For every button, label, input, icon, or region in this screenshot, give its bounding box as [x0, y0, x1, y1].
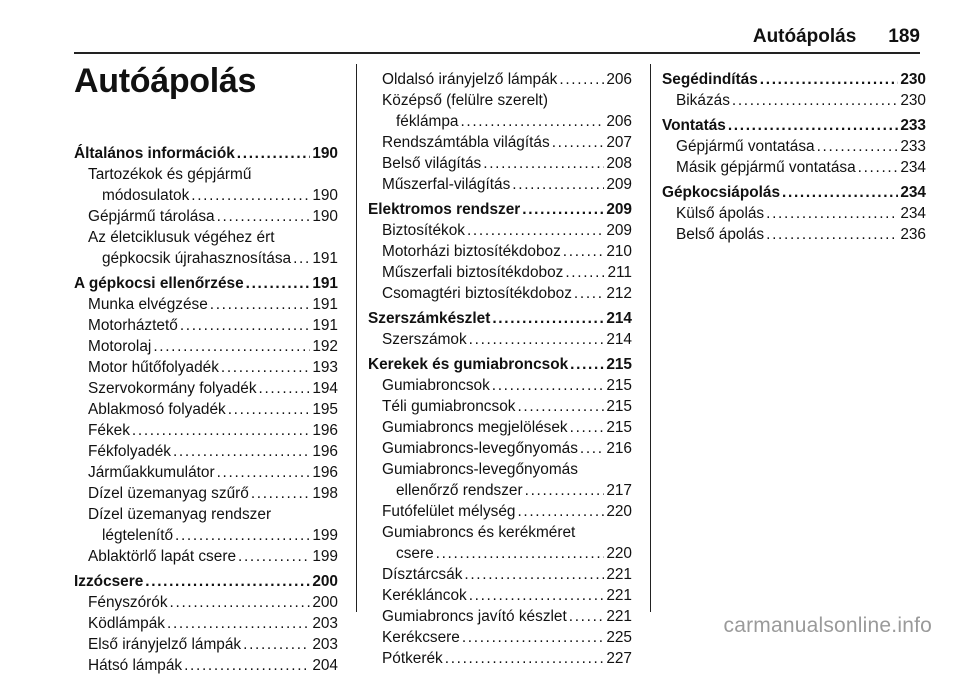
- dot-leader: [191, 185, 310, 206]
- toc-entry-page: 190: [312, 208, 338, 225]
- toc-entry-title: Ablaktörlő lapát csere: [88, 548, 236, 565]
- toc-entry-page: 190: [312, 145, 338, 162]
- toc-entry-title: Dísztárcsák: [382, 566, 463, 583]
- toc-entry-page: 221: [606, 608, 632, 625]
- toc-entry-title: Oldalsó irányjelző lámpák: [382, 71, 558, 88]
- dot-leader: [243, 634, 310, 655]
- toc-entry-page: 214: [606, 310, 632, 327]
- dot-leader: [217, 206, 311, 227]
- dot-leader: [492, 308, 604, 329]
- toc-entry[interactable]: [368, 241, 632, 262]
- toc-column-3: [662, 69, 926, 245]
- dot-leader: [569, 606, 605, 627]
- toc-entry-page: 190: [312, 187, 338, 204]
- toc-entry[interactable]: [368, 174, 632, 195]
- toc-entry[interactable]: [368, 480, 632, 501]
- toc-entry-title: Ablakmosó folyadék: [88, 401, 226, 418]
- toc-entry-page: 233: [900, 117, 926, 134]
- dot-leader: [580, 438, 604, 459]
- toc-entry[interactable]: [74, 483, 338, 504]
- toc-entry-page: 210: [606, 243, 632, 260]
- toc-entry[interactable]: [74, 634, 338, 655]
- toc-entry-lead: Dízel üzemanyag rendszer: [88, 506, 272, 523]
- toc-entry-title: Motorháztető: [88, 317, 178, 334]
- toc-entry-title: Vontatás: [662, 117, 726, 134]
- toc-entry-title: gépkocsik újrahasznosítása: [102, 250, 292, 267]
- toc-entry-title: Másik gépjármű vontatása: [676, 159, 856, 176]
- toc-entry-title: Motor hűtőfolyadék: [88, 359, 219, 376]
- toc-entry-title: Belső világítás: [382, 155, 482, 172]
- dot-leader: [469, 329, 605, 350]
- dot-leader: [512, 174, 604, 195]
- toc-entry[interactable]: [662, 90, 926, 111]
- dot-leader: [175, 525, 310, 546]
- toc-section-heading[interactable]: [368, 354, 632, 375]
- toc-entry-page: 203: [312, 636, 338, 653]
- toc-entry-page: 199: [312, 548, 338, 565]
- toc-entry-title: Csomagtéri biztosítékdoboz: [382, 285, 572, 302]
- dot-leader: [238, 546, 310, 567]
- toc-entry-title: Motorolaj: [88, 338, 152, 355]
- toc-entry-page: 196: [312, 443, 338, 460]
- toc-entry-title: Motorházi biztosítékdoboz: [382, 243, 561, 260]
- dot-leader: [237, 143, 311, 164]
- toc-entry[interactable]: [662, 203, 926, 224]
- toc-entry-page: 193: [312, 359, 338, 376]
- toc-entry-page: 215: [606, 356, 632, 373]
- toc-entry[interactable]: [662, 224, 926, 245]
- toc-entry[interactable]: [368, 283, 632, 304]
- dot-leader: [574, 283, 604, 304]
- toc-entry-lead: Gumiabroncs-levegőnyomás: [382, 461, 578, 478]
- running-header-section: Autóápolás: [752, 26, 857, 47]
- dot-leader: [210, 294, 311, 315]
- toc-entry[interactable]: [74, 248, 338, 269]
- toc-entry-title: Futófelület mélység: [382, 503, 516, 520]
- dot-leader: [467, 220, 604, 241]
- toc-section-heading[interactable]: [662, 69, 926, 90]
- toc-entry[interactable]: [368, 111, 632, 132]
- toc-entry-title: Gumiabroncs megjelölések: [382, 419, 568, 436]
- toc-entry-title: Pótkerék: [382, 650, 443, 667]
- toc-entry[interactable]: [74, 441, 338, 462]
- dot-leader: [221, 357, 310, 378]
- toc-entry-page: 215: [606, 377, 632, 394]
- toc-entry[interactable]: [368, 627, 632, 648]
- toc-entry[interactable]: [368, 648, 632, 669]
- toc-entry-page: 234: [900, 184, 926, 201]
- dot-leader: [563, 241, 605, 262]
- toc-section-heading[interactable]: [662, 115, 926, 136]
- dot-leader: [170, 592, 311, 613]
- toc-entry[interactable]: [74, 546, 338, 567]
- toc-column-1: [74, 143, 338, 676]
- toc-entry-page: 212: [606, 285, 632, 302]
- toc-entry-title: Elektromos rendszer: [368, 201, 521, 218]
- toc-entry-page: 206: [606, 71, 632, 88]
- toc-entry-page: 234: [900, 205, 926, 222]
- toc-entry-title: Fékek: [88, 422, 130, 439]
- dot-leader: [559, 69, 604, 90]
- dot-leader: [483, 153, 604, 174]
- toc-entry-page: 194: [312, 380, 338, 397]
- toc-entry-page: 199: [312, 527, 338, 544]
- toc-entry-title: Fékfolyadék: [88, 443, 171, 460]
- dot-leader: [552, 132, 605, 153]
- toc-entry[interactable]: [368, 375, 632, 396]
- toc-entry-page: 215: [606, 398, 632, 415]
- toc-entry-page: 209: [606, 201, 632, 218]
- toc-entry-page: 196: [312, 422, 338, 439]
- toc-entry-page: 203: [312, 615, 338, 632]
- dot-leader: [246, 273, 311, 294]
- toc-entry[interactable]: [368, 262, 632, 283]
- toc-entry[interactable]: [662, 136, 926, 157]
- watermark: carmanualsonline.info: [723, 614, 932, 637]
- toc-entry-page: 200: [312, 573, 338, 590]
- toc-entry-page: 195: [312, 401, 338, 418]
- toc-section-heading[interactable]: [74, 571, 338, 592]
- dot-leader: [228, 399, 311, 420]
- toc-entry-title: Segédindítás: [662, 71, 758, 88]
- toc-entry-title: Gumiabroncs javító készlet: [382, 608, 567, 625]
- toc-entry-title: Első irányjelző lámpák: [88, 636, 242, 653]
- dot-leader: [167, 613, 310, 634]
- toc-section-heading[interactable]: [368, 308, 632, 329]
- toc-entry[interactable]: [368, 220, 632, 241]
- dot-leader: [180, 315, 310, 336]
- toc-entry-lead: Középső (felülre szerelt): [382, 92, 548, 109]
- dot-leader: [462, 627, 604, 648]
- dot-leader: [517, 501, 604, 522]
- toc-entry-title: Általános információk: [74, 145, 235, 162]
- dot-leader: [259, 378, 311, 399]
- toc-entry-title: Munka elvégzése: [88, 296, 208, 313]
- toc-entry-title: csere: [396, 545, 434, 562]
- toc-entry-page: 230: [900, 92, 926, 109]
- dot-leader: [293, 248, 310, 269]
- toc-entry[interactable]: [368, 564, 632, 585]
- dot-leader: [492, 375, 605, 396]
- dot-leader: [522, 199, 604, 220]
- toc-entry-page: 204: [312, 657, 338, 674]
- toc-entry-page: 214: [606, 331, 632, 348]
- toc-entry-page: 236: [900, 226, 926, 243]
- toc-entry-title: Gépjármű tárolása: [88, 208, 215, 225]
- toc-entry-page: 220: [606, 503, 632, 520]
- toc-entry-page: 208: [606, 155, 632, 172]
- toc-entry[interactable]: [74, 185, 338, 206]
- toc-entry-lead: Tartozékok és gépjármű: [88, 166, 252, 183]
- toc-entry-title: Gépjármű vontatása: [676, 138, 815, 155]
- toc-entry[interactable]: [368, 417, 632, 438]
- toc-entry[interactable]: [74, 525, 338, 546]
- toc-entry-title: Biztosítékok: [382, 222, 465, 239]
- toc-entry[interactable]: [74, 462, 338, 483]
- toc-section-heading[interactable]: [74, 143, 338, 164]
- toc-entry-page: 191: [312, 275, 338, 292]
- dot-leader: [173, 441, 310, 462]
- toc-entry[interactable]: [368, 438, 632, 459]
- toc-entry[interactable]: [74, 357, 338, 378]
- header-rule: [74, 52, 920, 54]
- toc-entry-page: 225: [606, 629, 632, 646]
- dot-leader: [760, 69, 899, 90]
- toc-entry-title: Műszerfali biztosítékdoboz: [382, 264, 564, 281]
- toc-entry[interactable]: [74, 592, 338, 613]
- toc-entry[interactable]: [368, 606, 632, 627]
- dot-leader: [766, 203, 898, 224]
- column-divider-1: [356, 64, 357, 612]
- toc-entry[interactable]: [74, 655, 338, 676]
- toc-entry-title: Fényszórók: [88, 594, 168, 611]
- dot-leader: [570, 354, 604, 375]
- toc-entry[interactable]: [662, 157, 926, 178]
- toc-entry[interactable]: [368, 585, 632, 606]
- toc-entry-page: 192: [312, 338, 338, 355]
- toc-section-heading[interactable]: [74, 273, 338, 294]
- toc-entry[interactable]: [74, 206, 338, 227]
- dot-leader: [858, 157, 899, 178]
- toc-entry[interactable]: [368, 396, 632, 417]
- toc-entry-page: 221: [606, 566, 632, 583]
- toc-entry-title: Gépkocsiápolás: [662, 184, 781, 201]
- toc-entry-title: Gumiabroncsok: [382, 377, 490, 394]
- toc-section-heading[interactable]: [662, 182, 926, 203]
- dot-leader: [570, 417, 605, 438]
- toc-entry-page: 207: [606, 134, 632, 151]
- toc-entry[interactable]: [74, 378, 338, 399]
- dot-leader: [469, 585, 605, 606]
- toc-entry[interactable]: [74, 336, 338, 357]
- column-divider-2: [650, 64, 651, 612]
- toc-entry-page: 211: [607, 264, 632, 281]
- toc-entry-title: A gépkocsi ellenőrzése: [74, 275, 244, 292]
- dot-leader: [217, 462, 311, 483]
- toc-entry[interactable]: [368, 329, 632, 350]
- toc-entry-page: 191: [312, 250, 338, 267]
- toc-column-2: [368, 69, 632, 669]
- toc-entry-title: Téli gumiabroncsok: [382, 398, 516, 415]
- toc-entry-title: ellenőrző rendszer: [396, 482, 523, 499]
- dot-leader: [184, 655, 310, 676]
- toc-entry-page: 196: [312, 464, 338, 481]
- dot-leader: [251, 483, 310, 504]
- dot-leader: [517, 396, 604, 417]
- toc-entry-title: módosulatok: [102, 187, 190, 204]
- toc-entry-page: 216: [606, 440, 632, 457]
- toc-entry-page: 215: [606, 419, 632, 436]
- toc-entry-page: 221: [606, 587, 632, 604]
- toc-entry-page: 209: [606, 176, 632, 193]
- toc-entry-title: Kerékláncok: [382, 587, 467, 604]
- toc-entry-page: 206: [606, 113, 632, 130]
- toc-entry-title: Dízel üzemanyag szűrő: [88, 485, 249, 502]
- toc-entry-title: Izzócsere: [74, 573, 144, 590]
- toc-section-heading[interactable]: [368, 199, 632, 220]
- toc-entry-title: Ködlámpák: [88, 615, 165, 632]
- toc-entry-title: Gumiabroncs-levegőnyomás: [382, 440, 578, 457]
- toc-entry-title: Rendszámtábla világítás: [382, 134, 550, 151]
- toc-entry-page: 227: [606, 650, 632, 667]
- dot-leader: [445, 648, 605, 669]
- toc-entry-title: Járműakkumulátor: [88, 464, 215, 481]
- dot-leader: [153, 336, 310, 357]
- toc-entry-lead: Az életciklusuk végéhez ért: [88, 229, 275, 246]
- dot-leader: [460, 111, 604, 132]
- toc-entry[interactable]: [368, 543, 632, 564]
- toc-entry-page: 191: [312, 317, 338, 334]
- dot-leader: [525, 480, 605, 501]
- toc-entry-title: Kerékcsere: [382, 629, 460, 646]
- toc-entry-page: 191: [312, 296, 338, 313]
- dot-leader: [766, 224, 898, 245]
- dot-leader: [817, 136, 899, 157]
- toc-entry[interactable]: [74, 294, 338, 315]
- toc-entry[interactable]: [74, 315, 338, 336]
- toc-entry[interactable]: [74, 613, 338, 634]
- toc-entry-title: Hátsó lámpák: [88, 657, 183, 674]
- toc-entry-page: 233: [900, 138, 926, 155]
- dot-leader: [436, 543, 605, 564]
- toc-entry-title: Műszerfal-világítás: [382, 176, 511, 193]
- toc-entry-title: Szervokormány folyadék: [88, 380, 257, 397]
- toc-entry-page: 217: [606, 482, 632, 499]
- page-number: 189: [888, 26, 920, 47]
- toc-entry-title: légtelenítő: [102, 527, 174, 544]
- dot-leader: [782, 182, 898, 203]
- toc-entry-lead: Gumiabroncs és kerékméret: [382, 524, 576, 541]
- toc-entry-title: Szerszámkészlet: [368, 310, 491, 327]
- toc-entry[interactable]: [368, 501, 632, 522]
- toc-entry-title: Külső ápolás: [676, 205, 765, 222]
- toc-entry[interactable]: [74, 420, 338, 441]
- toc-entry-title: Szerszámok: [382, 331, 467, 348]
- toc-entry[interactable]: [74, 399, 338, 420]
- toc-entry-page: 220: [606, 545, 632, 562]
- toc-entry-page: 230: [900, 71, 926, 88]
- toc-entry-title: féklámpa: [396, 113, 459, 130]
- toc-entry-page: 198: [312, 485, 338, 502]
- dot-leader: [732, 90, 898, 111]
- toc-entry-page: 234: [900, 159, 926, 176]
- toc-entry-title: Kerekek és gumiabroncsok: [368, 356, 569, 373]
- running-header: [753, 26, 920, 48]
- dot-leader: [728, 115, 898, 136]
- toc-entry[interactable]: [368, 132, 632, 153]
- chapter-title: Autóápolás: [74, 62, 257, 100]
- dot-leader: [464, 564, 604, 585]
- toc-entry[interactable]: [368, 69, 632, 90]
- toc-entry-page: 209: [606, 222, 632, 239]
- toc-entry-title: Bikázás: [676, 92, 730, 109]
- dot-leader: [132, 420, 310, 441]
- toc-entry[interactable]: [368, 153, 632, 174]
- toc-entry-page: 200: [312, 594, 338, 611]
- dot-leader: [145, 571, 310, 592]
- toc-entry-title: Belső ápolás: [676, 226, 765, 243]
- dot-leader: [565, 262, 605, 283]
